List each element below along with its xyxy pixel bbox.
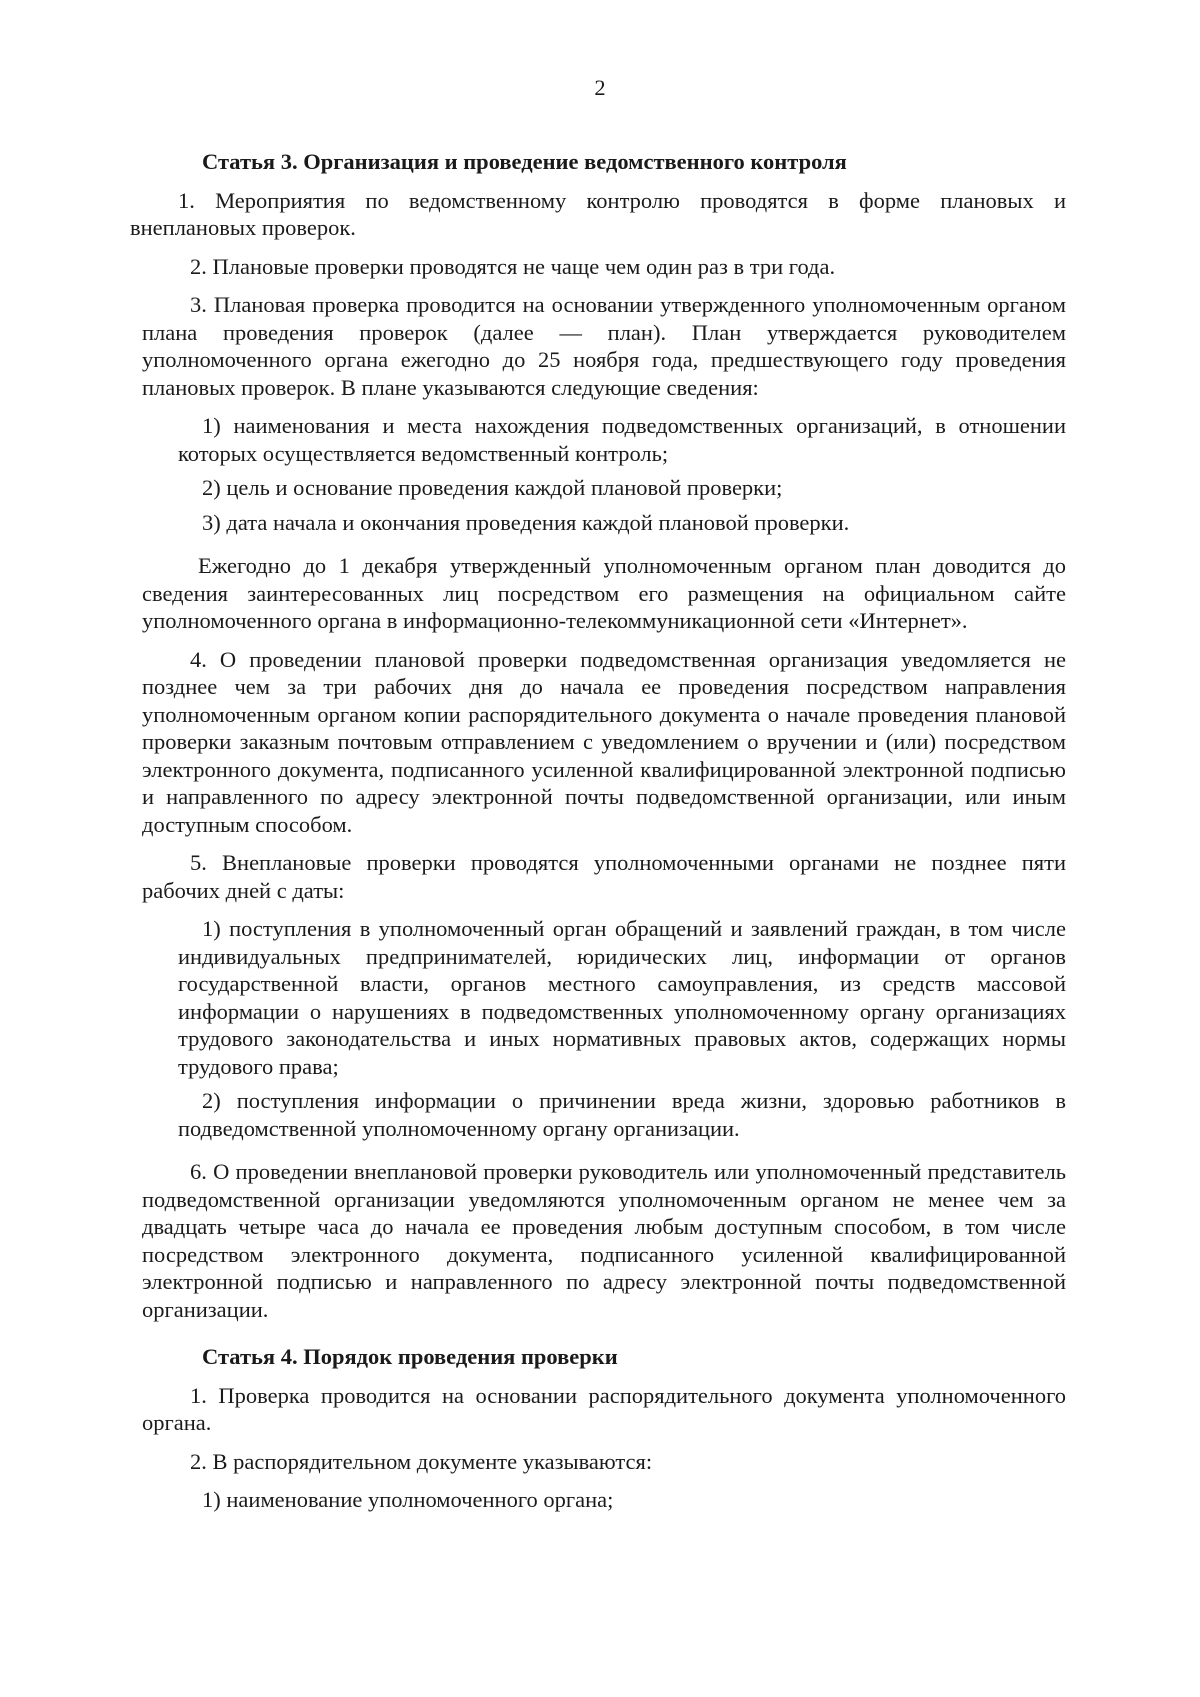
article-3-paragraph-6: 6. О проведении внеплановой проверки руководитель или уполномоченный представитель подведомственной организации уведомляются уполномоченным органом не менее чем за двадцать четыре часа до начала ее проведения любым доступным способом, в том числе посредством электронного документа, подписанного усиленной квалифицированной электронной подписью и направленного по адресу электронной почты подведомственной организации. (142, 1159, 1066, 1322)
list-item-text: наименования и места нахождения подведомственных организаций, в отношении которых осуществляется ведомственный контроль; (178, 413, 1067, 466)
article-3-paragraph-2: 2. Плановые проверки проводятся не чаще чем один раз в три года. (190, 253, 836, 279)
article-3-paragraph-3: 3. Плановая проверка проводится на основании утвержденного уполномоченным органом плана проведения проверок (далее — план). План утверждается руководителем уполномоченного органа ежегодно до 25 ноября года, предшествующего году проведения плановых проверок. В плане указываются следующие сведения: (142, 292, 1066, 400)
article-3-list-item (178, 915, 1066, 1080)
article-4-paragraph-2: 2. В распорядительном документе указываются: (190, 1448, 653, 1474)
list-item-number: 3) (202, 509, 221, 535)
article-4-paragraph-1: 1. Проверка проводится на основании распорядительного документа уполномоченного органа. (142, 1382, 1066, 1435)
article-4-list-item (178, 1486, 1066, 1514)
list-item-text: поступления информации о причинении вреда жизни, здоровью работников в подведомственной уполномоченному органу организации. (178, 1088, 1066, 1141)
list-item-number: 1) (202, 1487, 221, 1512)
list-item-text: наименование уполномоченного органа; (226, 1487, 614, 1512)
list-item-number: 1) (202, 413, 221, 438)
article-3-list-item (178, 509, 1066, 537)
article-3-paragraph-1: 1. Мероприятия по ведомственному контролю проводятся в форме плановых и внеплановых проверок. (130, 187, 1066, 240)
article-3-paragraph-3-continuation: Ежегодно до 1 декабря утвержденный уполномоченным органом план доводится до сведения заинтересованных лиц посредством его размещения на официальном сайте уполномоченного органа в информационно-телекоммуникационной сети «Интернет». (142, 553, 1066, 633)
article-3-paragraph-5: 5. Внеплановые проверки проводятся уполномоченными органами не позднее пяти рабочих дней с даты: (142, 850, 1066, 903)
article-3-paragraph-4: 4. О проведении плановой проверки подведомственная организация уведомляется не позднее чем за три рабочих дня до начала ее проведения посредством направления уполномоченным органом копии распорядительного документа о начале проведения плановой проверки заказным почтовым отправлением с уведомлением о вручении и (или) посредством электронного документа, подписанного усиленной квалифицированной электронной подписью и направленного по адресу электронной почты подведомственной организации, или иным доступным способом. (142, 646, 1066, 837)
list-item-text: поступления в уполномоченный орган обращений и заявлений граждан, в том числе индивидуальных предпринимателей, юридических лиц, информации от органов государственной власти, органов местного самоуправления, из средств массовой информации о нарушениях в подведомственных уполномоченному органу организациях трудового законодательства и иных нормативных правовых актов, содержащих нормы трудового права; (178, 916, 1066, 1079)
list-item-number: 2) (202, 1088, 221, 1113)
list-item-text: цель и основание проведения каждой плановой проверки; (226, 475, 783, 500)
article-3-heading: Статья 3. Организация и проведение ведомственного контроля (202, 149, 847, 174)
list-item-number: 2) (202, 475, 221, 500)
article-3-list-item (178, 412, 1066, 467)
list-item-number: 1) (202, 916, 221, 941)
article-3-list-item (178, 474, 1066, 502)
page-number: 2 (594, 75, 606, 100)
article-3-list-item (178, 1087, 1066, 1142)
article-4-heading: Статья 4. Порядок проведения проверки (202, 1344, 618, 1369)
list-item-text: дата начала и окончания проведения каждой плановой проверки. (226, 509, 850, 535)
document-body (130, 148, 1067, 1521)
